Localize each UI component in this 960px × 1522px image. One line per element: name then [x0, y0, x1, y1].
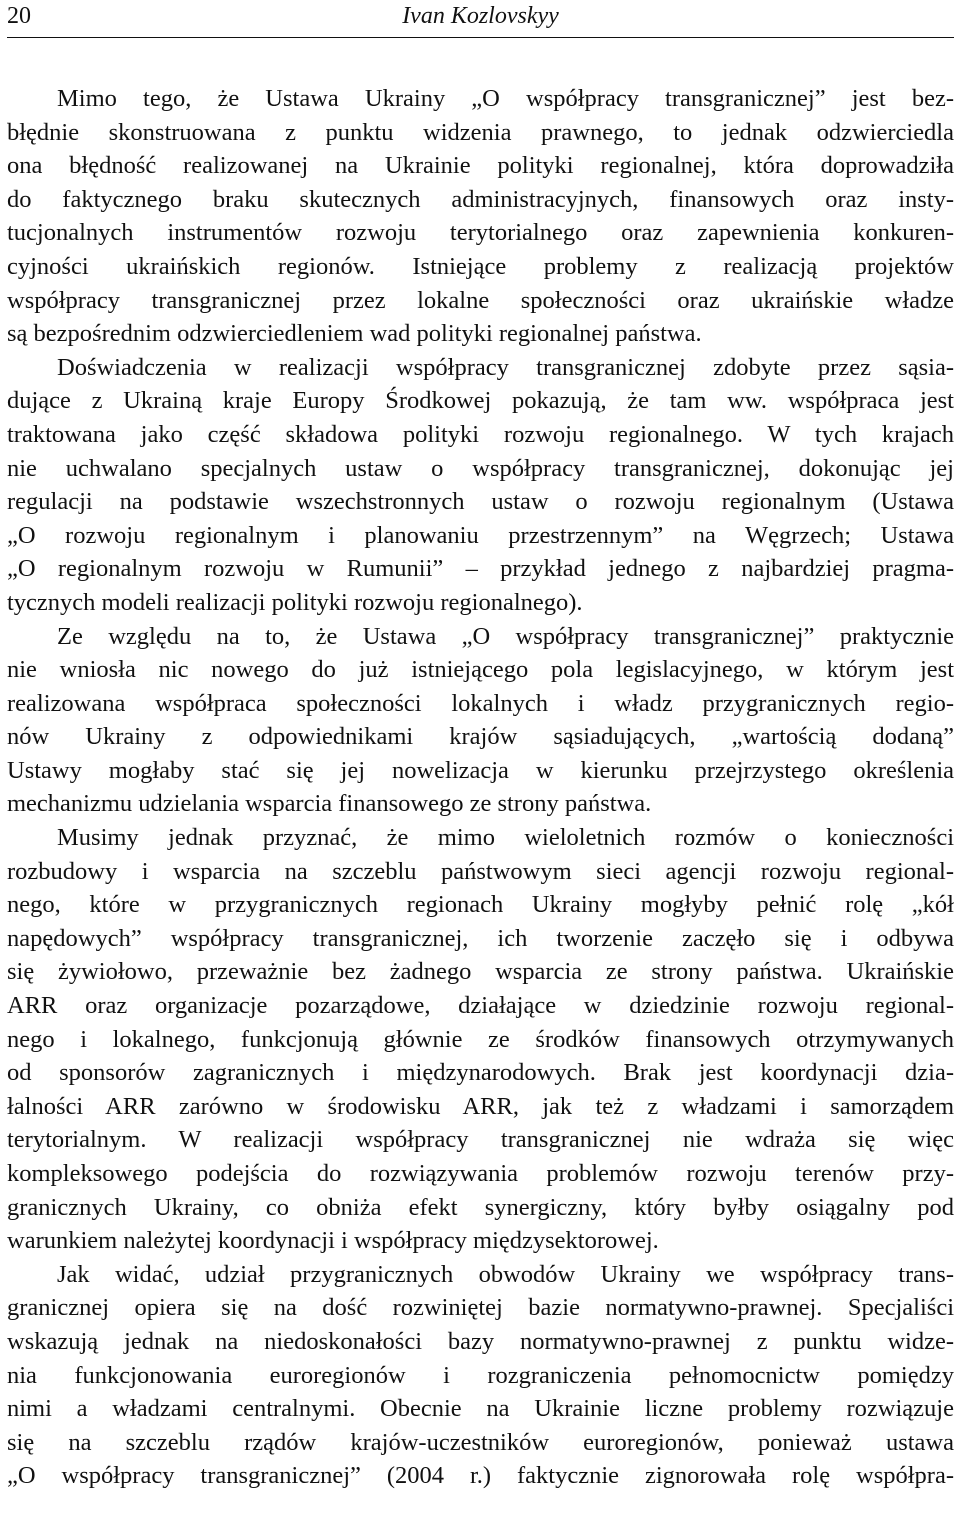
text-line: kompleksowego podejścia do rozwiązywania problemów rozwoju terenów przy- — [7, 1160, 954, 1187]
text-line: Ze względu na to, że Ustawa „O współpracy transgranicznej” praktycznie — [57, 622, 954, 650]
page-number: 20 — [7, 3, 31, 29]
text-line: od sponsorów zagranicznych i międzynarodowych. Brak jest koordynacji dzia- — [7, 1059, 954, 1087]
text-line: są bezpośrednim odzwierciedleniem wad polityki regionalnej państwa. — [7, 320, 702, 348]
text-line: napędowych” współpracy transgranicznej, ich tworzenie zaczęło się i odbywa — [7, 924, 954, 952]
text-line: nego, które w przygranicznych regionach Ukrainy mogłyby pełnić rolę „kół — [7, 891, 954, 919]
running-title: Ivan Kozlovskyy — [402, 3, 559, 29]
text-line: się żywiołowo, przeważnie bez żadnego wsparcia ze strony państwa. Ukraińskie — [7, 958, 954, 986]
text-line: nie uchwalano specjalnych ustaw o współpracy transgranicznej, dokonując jej — [7, 454, 954, 482]
text-line: realizowana współpraca społeczności lokalnych i władz przygranicznych regio- — [7, 689, 954, 717]
text-line: cyjności ukraińskich regionów. Istniejące problemy z realizacją projektów — [7, 252, 954, 280]
text-line: granicznej opiera się na dość rozwiniętej bazie normatywno-prawnej. Specjaliści — [7, 1294, 954, 1322]
text-line: współpracy transgranicznej przez lokalne społeczności oraz ukraińskie władze — [7, 286, 954, 314]
text-line: tucjonalnych instrumentów rozwoju terytorialnego oraz zapewnienia konkuren- — [7, 219, 954, 247]
text-line: błędnie skonstruowana z punktu widzenia prawnego, to jednak odzwierciedla — [7, 118, 954, 146]
text-line: się na szczeblu rządów krajów-uczestników euroregionów, ponieważ ustawa — [7, 1428, 954, 1456]
text-line: tycznych modeli realizacji polityki rozwoju regionalnego). — [7, 588, 583, 616]
text-line: Doświadczenia w realizacji współpracy transgranicznej zdobyte przez sąsia- — [57, 353, 954, 381]
text-line: nimi a władzami centralnymi. Obecnie na Ukrainie liczne problemy rozwiązuje — [7, 1395, 954, 1423]
text-line: wskazują jednak na niedoskonałości bazy normatywno-prawnej z punktu widze- — [7, 1327, 954, 1355]
text-line: do faktycznego braku skutecznych administracyjnych, finansowych oraz insty- — [7, 185, 954, 213]
text-line: rozbudowy i wsparcia na szczeblu państwowym sieci agencji rozwoju regional- — [7, 857, 954, 885]
text-line: granicznych Ukrainy, co obniża efekt synergiczny, który byłby osiągalny pod — [7, 1193, 954, 1221]
text-line: nów Ukrainy z odpowiednikami krajów sąsiadujących, „wartością dodaną” — [7, 723, 954, 751]
running-header — [7, 0, 954, 38]
text-line: nie wniosła nic nowego do już istniejącego pola legislacyjnego, w którym jest — [7, 656, 954, 684]
document-page — [7, 0, 954, 1522]
text-line: „O rozwoju regionalnym i planowaniu przestrzennym” na Węgrzech; Ustawa — [7, 521, 954, 549]
text-line: „O współpracy transgranicznej” (2004 r.) faktycznie zignorowała rolę współpra- — [7, 1462, 954, 1490]
body-text — [7, 82, 954, 1493]
text-line: Ustawy mogłaby stać się jej nowelizacja w kierunku przejrzystego określenia — [7, 756, 954, 784]
text-line: nego i lokalnego, funkcjonują głównie ze środków finansowych otrzymywanych — [7, 1025, 954, 1053]
text-line: terytorialnym. W realizacji współpracy transgranicznej nie wdraża się więc — [7, 1126, 954, 1154]
text-line: Mimo tego, że Ustawa Ukrainy „O współpracy transgranicznej” jest bez- — [57, 85, 954, 112]
text-line: Musimy jednak przyznać, że mimo wieloletnich rozmów o konieczności — [57, 824, 954, 852]
text-line: Jak widać, udział przygranicznych obwodów Ukrainy we współpracy trans- — [57, 1260, 954, 1288]
text-line: łalności ARR zarówno w środowisku ARR, jak też z władzami i samorządem — [7, 1092, 954, 1120]
text-line: dujące z Ukrainą kraje Europy Środkowej pokazują, że tam ww. współpraca jest — [7, 387, 954, 415]
text-line: ona błędność realizowanej na Ukrainie polityki regionalnej, która doprowadziła — [7, 152, 954, 180]
text-line: „O regionalnym rozwoju w Rumunii” – przykład jednego z najbardziej pragma- — [7, 555, 954, 583]
text-line: warunkiem należytej koordynacji i współpracy międzysektorowej. — [7, 1227, 659, 1255]
text-line: regulacji na podstawie wszechstronnych ustaw o rozwoju regionalnym (Ustawa — [7, 488, 954, 516]
text-line: ARR oraz organizacje pozarządowe, działające w dziedzinie rozwoju regional- — [7, 992, 954, 1020]
text-line: mechanizmu udzielania wsparcia finansowego ze strony państwa. — [7, 790, 652, 818]
text-line: traktowana jako część składowa polityki rozwoju regionalnego. W tych krajach — [7, 420, 954, 448]
text-line: nia funkcjonowania euroregionów i rozgraniczenia pełnomocnictw pomiędzy — [7, 1361, 954, 1389]
